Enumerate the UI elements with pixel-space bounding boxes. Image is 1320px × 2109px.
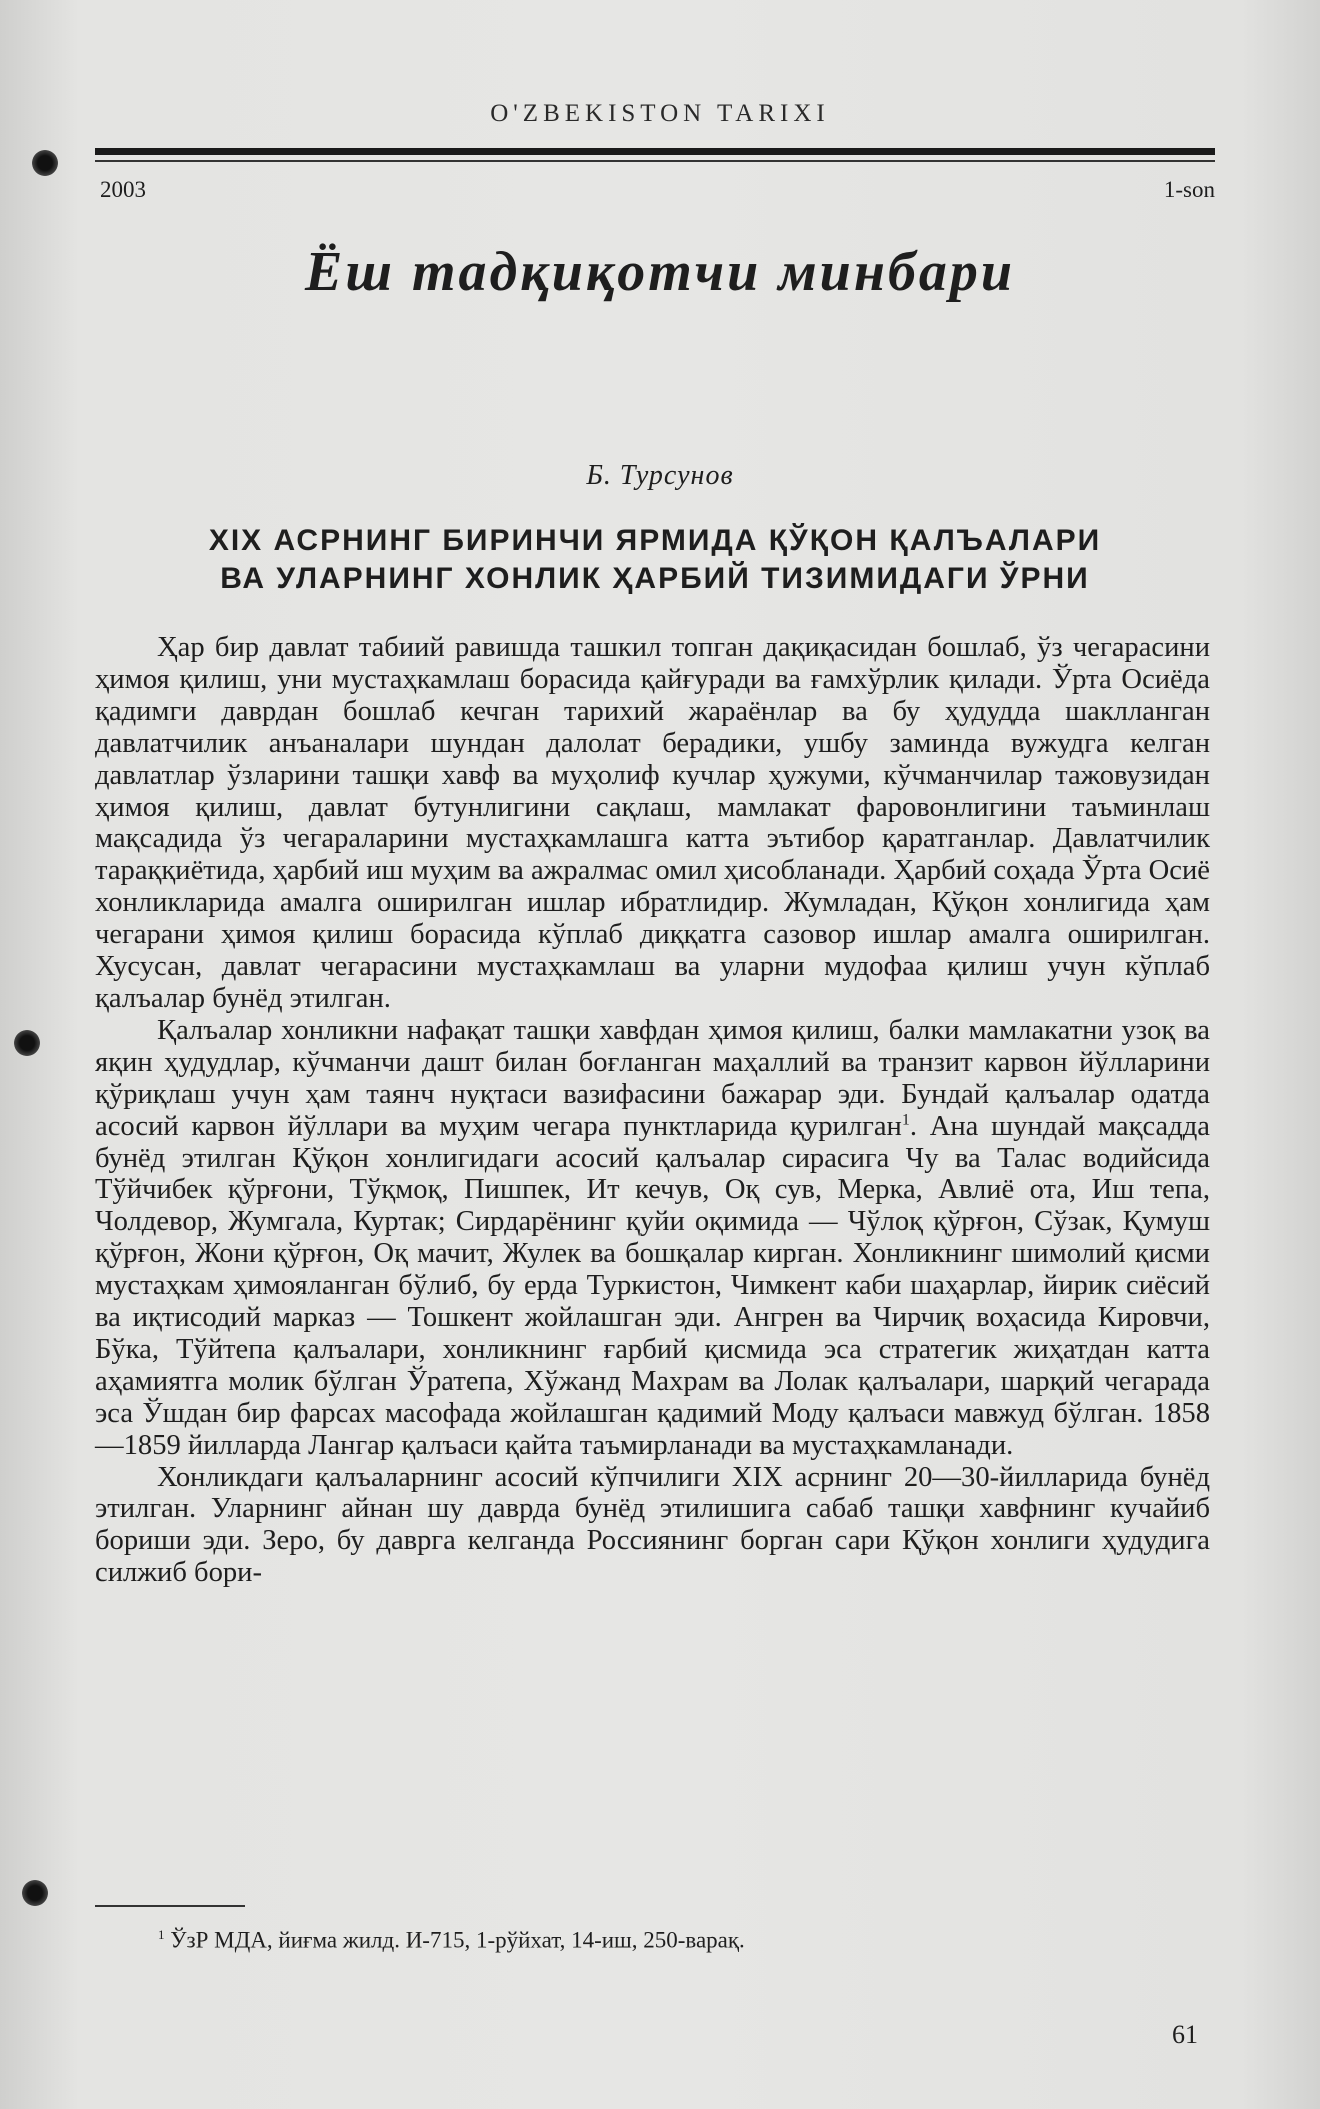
- footnote-text: ЎзР МДА, йиғма жилд. И-715, 1-рўйхат, 14-иш, 250-варақ.: [170, 1927, 745, 1953]
- page-number: 61: [1172, 2020, 1198, 2049]
- title-line-2: ВА УЛАРНИНГ ХОНЛИК ҲАРБИЙ ТИЗИМИДАГИ ЎРНИ: [220, 562, 1090, 595]
- footnote: [158, 1927, 745, 1954]
- paragraph-3: Хонликдаги қалъаларнинг асосий кўпчилиги XIX асрнинг 20—30-йилларида бунёд этилган. Уларнинг айнан шу даврда бунёд этилишига сабаб ташқи хавфнинг кучайиб бориши эди. Зеро, бу даврга келганда Россиянинг борган сари Қўқон хонлиги ҳудудига силжиб бори-: [95, 1461, 1210, 1589]
- issue-year: 2003: [100, 177, 146, 202]
- header-rule-thin: [95, 160, 1215, 162]
- paragraph-1: Ҳар бир давлат табиий равишда ташкил топган дақиқасидан бошлаб, ўз чегарасини ҳимоя қилиш, уни мустаҳкамлаш борасида қайғуради ва ғамхўрлик қилади. Ўрта Осиёда қадимги даврдан бошлаб кечган тарихий жараёнлар ва бу ҳудудда шаклланган давлатчилик анъаналари шундан далолат берадики, ушбу заминда вужудга келган давлатлар ўзларини ташқи хавф ва муҳолиф кучлар ҳужуми, кўчманчилар тажовузидан ҳимоя қилиш, давлат бутунлигини сақлаш, мамлакат фаровонлигини таъминлаш мақсадида ўз чегараларини мустаҳкамлашга катта эътибор қаратганлар. Давлатчилик тараққиётида, ҳарбий иш муҳим ва ажралмас омил ҳисобланади. Ҳарбий соҳада Ўрта Осиё хонликларида амалга оширилган ишлар ибратлидир. Жумладан, Қўқон хонлигида ҳам чегарани ҳимоя қилиш борасида кўплаб диққатга сазовор ишлар амалга оширилган. Хусусан, давлат чегарасини мустаҳкамлаш ва уларни мудофаа қилиш учун кўплаб қалъалар бунёд этилган.: [95, 632, 1210, 1014]
- article-body: [95, 632, 1210, 1589]
- article-title: [95, 522, 1215, 598]
- punch-hole: [32, 150, 58, 176]
- title-line-1: XIX АСРНИНГ БИРИНЧИ ЯРМИДА ҚЎҚОН ҚАЛЪАЛАРИ: [208, 524, 1102, 557]
- paragraph-2-start: Қалъалар хонликни нафақат ташқи хавфдан ҳимоя қилиш, балки мамлакатни узоқ ва яқин ҳудудлар, кўчманчи дашт билан боғланган маҳаллий ва транзит карвон йўлларини қўриқлаш учун ҳам таянч нуқтаси вазифасини бажарар эди. Бундай қалъалар одатда асосий карвон йўллари ва муҳим чегара пунктларида қурилган: [95, 1014, 1210, 1142]
- paragraph-2-end: . Ана шундай мақсадда бунёд этилган Қўқон хонлигидаги асосий қалъалар сирасига Чу ва Талас водийсида Тўйчибек қўрғони, Тўқмоқ, Пишпек, Ит кечув, Оқ сув, Мерка, Авлиё ота, Иш тепа, Чолдевор, Жумгала, Куртак; Сирдарёнинг қуйи оқимида — Чўлоқ қўрғон, Сўзак, Қумуш қўрғон, Жони қўрғон, Оқ мачит, Жулек ва бошқалар кирган. Хонликнинг шимолий қисми мустаҳкам ҳимояланган бўлиб, бу ерда Туркистон, Чимкент каби шаҳарлар, йирик сиёсий ва иқтисодий марказ — Тошкент жойлашган эди. Ангрен ва Чирчиқ воҳасида Кировчи, Бўка, Тўйтепа қалъалари, хонликнинг ғарбий қисмида эса стратегик жиҳатдан катта аҳамиятга молик бўлган Ўратепа, Хўжанд Махрам ва Лолак қалъалари, шарқий чегарада эса Ўшдан бир фарсах масофада жойлашган қадимий Моду қалъаси мавжуд бўлган. 1858—1859 йилларда Лангар қалъаси қайта таъмирланади ва мустаҳкамланади.: [95, 1110, 1210, 1461]
- punch-hole: [14, 1030, 40, 1056]
- header-rule: [95, 148, 1215, 155]
- journal-title: O'ZBEKISTON TARIXI: [490, 100, 830, 127]
- footnote-mark: 1: [158, 1927, 165, 1942]
- footnote-rule: [95, 1905, 245, 1907]
- article-author: Б. Турсунов: [586, 460, 734, 491]
- footnote-ref[interactable]: 1: [901, 1111, 910, 1129]
- punch-hole: [22, 1880, 48, 1906]
- paragraph-2: [95, 1015, 1210, 1462]
- section-rubric: Ёш тадқиқотчи минбари: [304, 241, 1016, 303]
- issue-number: 1-son: [1163, 177, 1215, 202]
